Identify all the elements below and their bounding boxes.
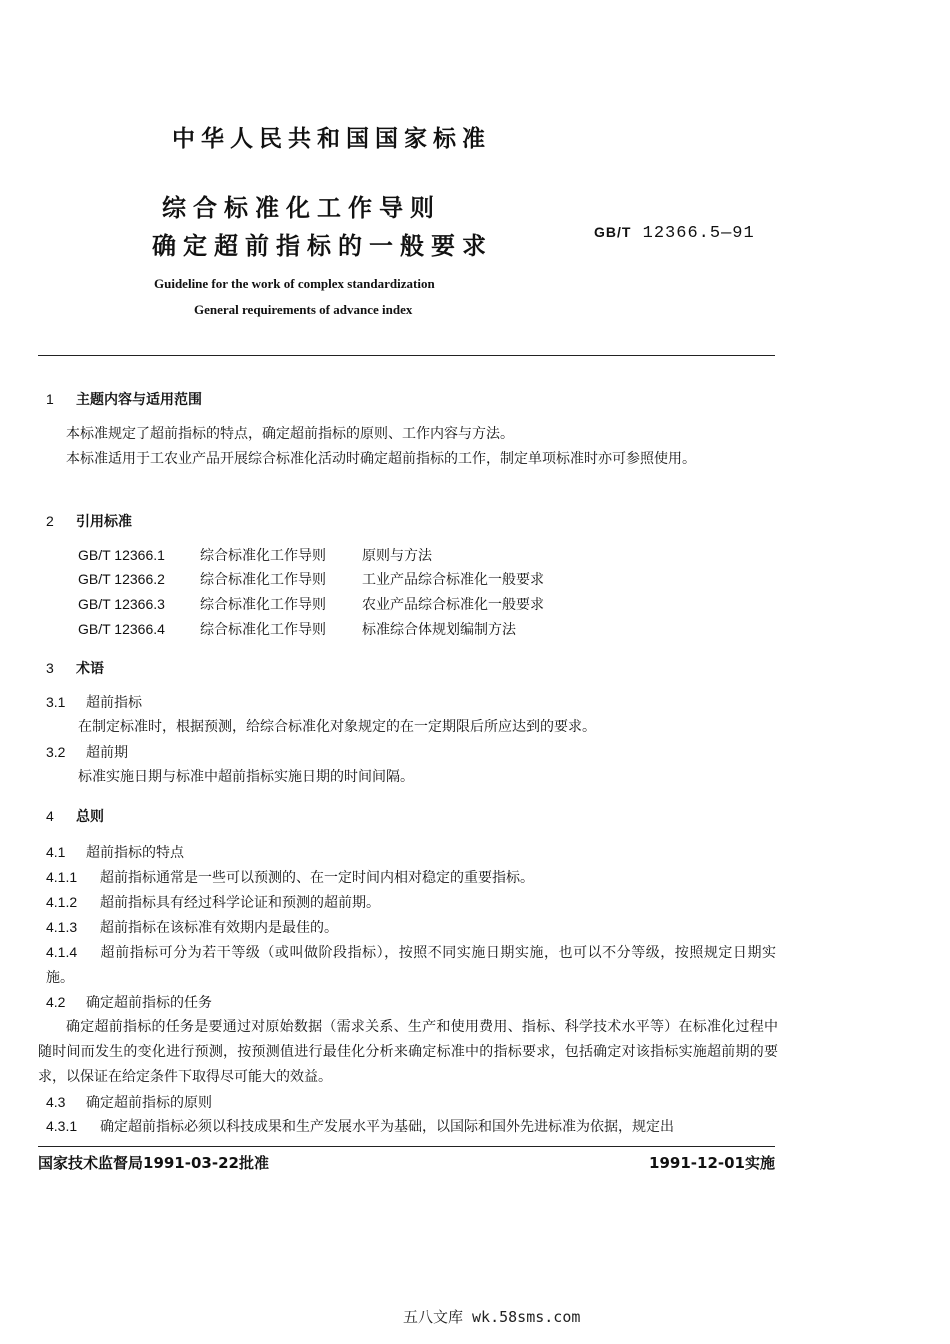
title-line-1: 综合标准化工作导则 <box>162 194 441 222</box>
clause-number: 4.1.2 <box>46 894 78 910</box>
watermark: 五八文库 wk.58sms.com <box>403 1308 581 1326</box>
clause-4-1-4 <box>46 940 776 991</box>
english-title-line-1: Guideline for the work of complex standardization <box>154 276 435 291</box>
section-4-title: 总则 <box>76 809 104 825</box>
clause-4-1-3 <box>46 915 338 941</box>
section-2-heading <box>46 511 132 531</box>
clause-number: 4.1.1 <box>46 869 78 885</box>
header-rule <box>38 355 775 356</box>
clause-title: 确定超前指标的原则 <box>86 1095 212 1111</box>
clause-text: 超前指标具有经过科学论证和预测的超前期。 <box>100 895 380 911</box>
section-2-title: 引用标准 <box>76 514 132 530</box>
title-line-2: 确定超前指标的一般要求 <box>152 232 493 260</box>
clause-number: 3.1 <box>46 694 66 710</box>
reference-title: 标准综合体规划编制方法 <box>362 622 516 638</box>
reference-series: 综合标准化工作导则 <box>200 597 326 613</box>
reference-item <box>78 543 432 569</box>
clause-number: 4.3 <box>46 1094 66 1110</box>
reference-code: GB/T 12366.2 <box>78 571 165 587</box>
reference-series: 综合标准化工作导则 <box>200 572 326 588</box>
reference-series: 综合标准化工作导则 <box>200 622 326 638</box>
section-1-title: 主题内容与适用范围 <box>76 392 202 408</box>
clause-number: 4.1 <box>46 844 66 860</box>
clause-3-1-heading <box>46 690 142 716</box>
section-3-number: 3 <box>46 660 54 676</box>
national-standard-heading: 中华人民共和国国家标准 <box>172 126 491 152</box>
reference-code: GB/T 12366.4 <box>78 621 165 637</box>
section-4-number: 4 <box>46 808 54 824</box>
clause-3-1-text: 在制定标准时，根据预测，给综合标准化对象规定的在一定期限后所应达到的要求。 <box>78 719 596 735</box>
reference-code: GB/T 12366.1 <box>78 547 165 563</box>
section-1-paragraph-1: 本标准规定了超前指标的特点，确定超前指标的原则、工作内容与方法。 <box>66 426 514 442</box>
clause-number: 4.1.4 <box>46 944 78 960</box>
reference-title: 工业产品综合标准化一般要求 <box>362 572 544 588</box>
reference-title: 原则与方法 <box>362 548 432 564</box>
section-3-heading <box>46 658 104 678</box>
clause-title: 超前指标的特点 <box>86 845 184 861</box>
clause-number: 3.2 <box>46 744 66 760</box>
clause-text: 超前指标可分为若干等级（或叫做阶段指标），按照不同实施日期实施，也可以不分等级，按照规定日期实施。 <box>46 945 776 986</box>
clause-4-2-heading <box>46 990 212 1016</box>
reference-title: 农业产品综合标准化一般要求 <box>362 597 544 613</box>
clause-number: 4.2 <box>46 994 66 1010</box>
reference-series: 综合标准化工作导则 <box>200 548 326 564</box>
standard-code <box>594 224 755 243</box>
clause-4-2-text: 确定超前指标的任务是要通过对原始数据（需求关系、生产和使用费用、指标、科学技术水平等）在标准化过程中随时间而发生的变化进行预测，按预测值进行最佳化分析来确定标准中的指标要求，包括确定对该指标实施超前期的要求，以保证在给定条件下取得尽可能大的效益。 <box>38 1019 778 1085</box>
reference-item <box>78 617 516 643</box>
reference-item <box>78 567 544 593</box>
clause-4-1-2 <box>46 890 380 916</box>
section-1-paragraph-2: 本标准适用于工农业产品开展综合标准化活动时确定超前指标的工作，制定单项标准时亦可参照使用。 <box>66 451 696 467</box>
english-title-line-2: General requirements of advance index <box>194 302 413 317</box>
section-1-number: 1 <box>46 391 54 407</box>
section-1-heading <box>46 389 202 409</box>
effective-date: 1991-12-01实施 <box>649 1154 775 1172</box>
clause-title: 确定超前指标的任务 <box>86 995 212 1011</box>
approval-date: 国家技术监督局1991-03-22批准 <box>38 1154 269 1172</box>
clause-number: 4.3.1 <box>46 1118 78 1134</box>
section-4-heading <box>46 806 104 826</box>
reference-code: GB/T 12366.3 <box>78 596 165 612</box>
clause-text: 确定超前指标必须以科技成果和生产发展水平为基础，以国际和国外先进标准为依据，规定出 <box>100 1119 674 1135</box>
section-3-title: 术语 <box>76 661 104 677</box>
clause-text: 超前指标通常是一些可以预测的、在一定时间内相对稳定的重要指标。 <box>100 870 534 886</box>
clause-4-1-heading <box>46 840 184 866</box>
clause-4-3-1 <box>46 1114 674 1140</box>
clause-3-2-text: 标准实施日期与标准中超前指标实施日期的时间间隔。 <box>78 769 414 785</box>
clause-text: 超前指标在该标准有效期内是最佳的。 <box>100 920 338 936</box>
clause-4-1-1 <box>46 865 534 891</box>
footer-rule <box>38 1146 775 1147</box>
reference-item <box>78 592 544 618</box>
standard-code-prefix: GB/T <box>594 224 632 240</box>
clause-4-3-heading <box>46 1090 212 1116</box>
standard-code-number: 12366.5—91 <box>642 224 755 243</box>
clause-title: 超前期 <box>86 745 128 761</box>
clause-title: 超前指标 <box>86 695 142 711</box>
clause-number: 4.1.3 <box>46 919 78 935</box>
section-2-number: 2 <box>46 513 54 529</box>
clause-3-2-heading <box>46 740 128 766</box>
